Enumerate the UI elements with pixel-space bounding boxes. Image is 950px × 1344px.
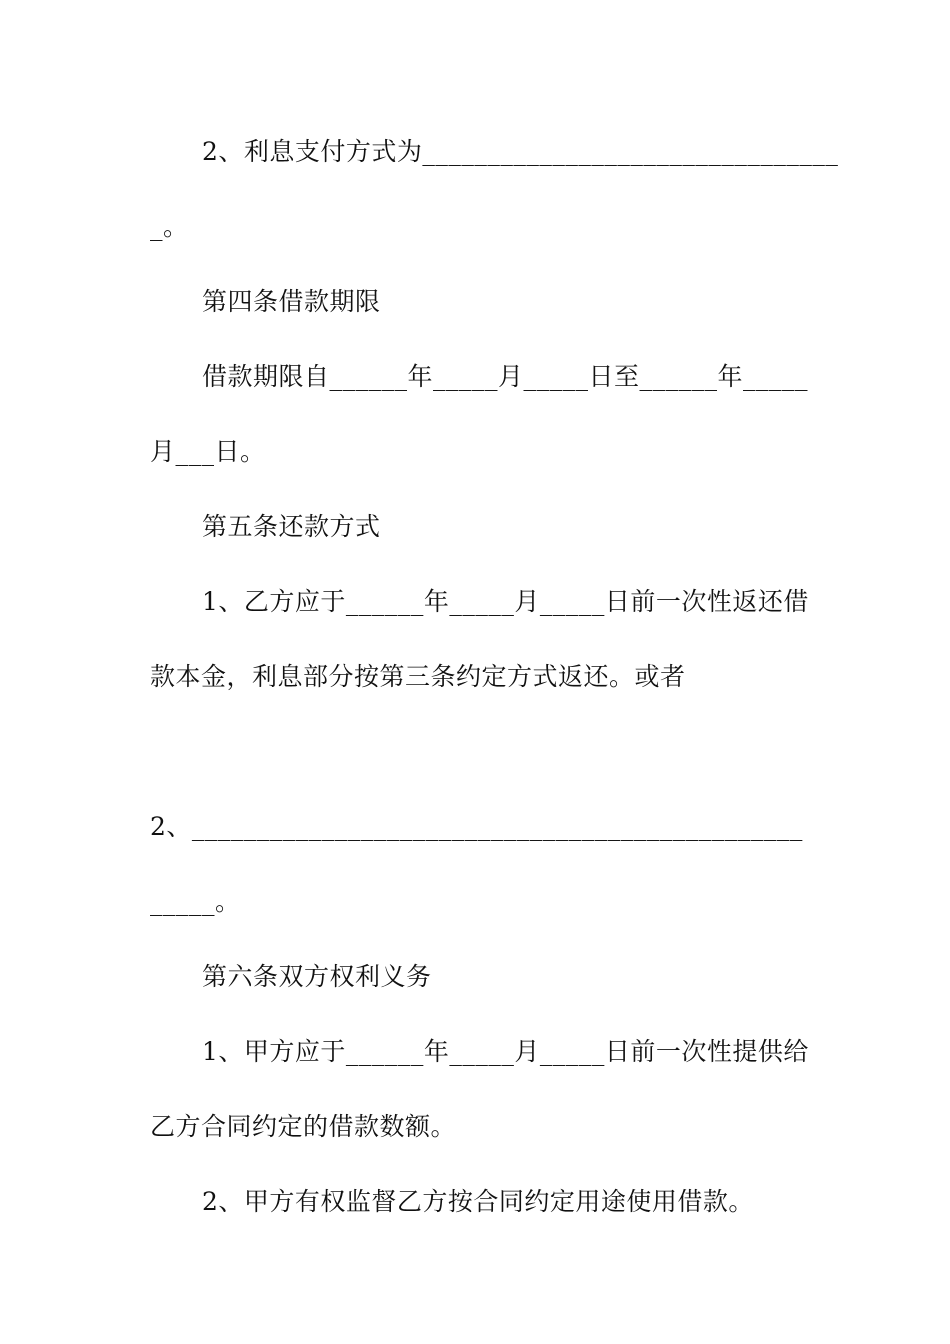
repayment-item-2-continuation: _____。 (150, 887, 241, 916)
interest-payment-method-continuation: _。 (150, 212, 189, 241)
loan-term-continuation: 月___日。 (150, 437, 266, 466)
rights-item-2-line: 2、甲方有权监督乙方按合同约定用途使用借款。 (202, 1187, 754, 1216)
repayment-item-1-continuation: 款本金，利息部分按第三条约定方式返还。或者 (150, 662, 686, 691)
loan-term-line: 借款期限自______年_____月_____日至______年_____ (202, 362, 809, 391)
article-6-heading: 第六条双方权利义务 (202, 962, 432, 991)
interest-payment-method-line: 2、利息支付方式为________________________________ (202, 137, 839, 166)
article-5-heading: 第五条还款方式 (202, 512, 381, 541)
article-4-heading: 第四条借款期限 (202, 287, 381, 316)
repayment-item-1-line: 1、乙方应于______年_____月_____日前一次性返还借 (202, 587, 809, 616)
rights-item-1-continuation: 乙方合同约定的借款数额。 (150, 1112, 457, 1141)
repayment-item-2-line: 2、_______________________________________________ (150, 812, 803, 841)
rights-item-1-line: 1、甲方应于______年_____月_____日前一次性提供给 (202, 1037, 809, 1066)
